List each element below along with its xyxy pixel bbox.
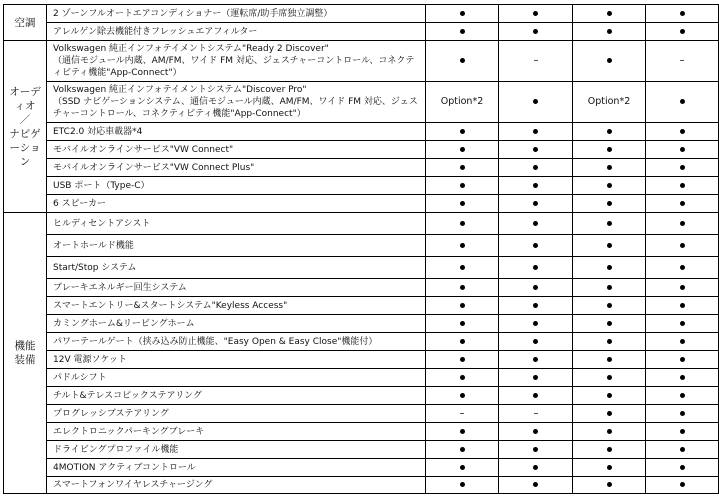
standard-cell [573, 213, 646, 235]
standard-cell [573, 387, 646, 405]
filled-circle-icon [680, 11, 685, 16]
filled-circle-icon [607, 429, 612, 434]
filled-circle-icon [533, 221, 538, 226]
filled-circle-icon [460, 303, 465, 308]
category-label-line: ナビゲ [9, 127, 41, 140]
standard-cell [573, 315, 646, 333]
feature-label: モバイルオンラインサービス"VW Connect Plus" [47, 159, 426, 177]
filled-circle-icon [460, 29, 465, 34]
feature-label: プログレッシブステアリング [47, 405, 426, 423]
standard-cell [573, 5, 646, 23]
standard-cell [573, 405, 646, 423]
filled-circle-icon [607, 411, 612, 416]
standard-cell [426, 315, 499, 333]
filled-circle-icon [680, 447, 685, 452]
dash-icon [534, 413, 538, 414]
standard-cell [499, 195, 573, 213]
standard-cell [646, 82, 719, 123]
standard-cell [646, 333, 719, 351]
filled-circle-icon [533, 303, 538, 308]
filled-circle-icon [460, 147, 465, 152]
standard-cell [646, 23, 719, 41]
standard-cell [499, 441, 573, 459]
table-row [4, 369, 719, 387]
standard-cell [499, 459, 573, 477]
standard-cell [426, 351, 499, 369]
filled-circle-icon [680, 411, 685, 416]
standard-cell [573, 177, 646, 195]
filled-circle-icon [533, 285, 538, 290]
filled-circle-icon [607, 11, 612, 16]
filled-circle-icon [680, 221, 685, 226]
category-label-line: ン [19, 155, 31, 168]
table-row [4, 235, 719, 257]
table-row [4, 441, 719, 459]
filled-circle-icon [533, 11, 538, 16]
feature-label: エレクトロニックパーキングブレーキ [47, 423, 426, 441]
standard-cell [646, 257, 719, 279]
table-row [4, 333, 719, 351]
standard-cell [426, 369, 499, 387]
feature-label: ドライビングプロファイル機能 [47, 441, 426, 459]
category-label [4, 5, 47, 41]
dash-icon [680, 60, 684, 61]
filled-circle-icon [607, 393, 612, 398]
feature-label: Volkswagen 純正インフォテイメントシステム"Ready 2 Discover" （通信モジュール内蔵、AM/FM、ワイド FM 対応、ジェスチャーコントロール、コネクティビティ機能"App-Connect"） [47, 41, 426, 82]
feature-label: チルト&テレスコピックステアリング [47, 387, 426, 405]
feature-label: カミングホーム&リービングホーム [47, 315, 426, 333]
filled-circle-icon [533, 465, 538, 470]
filled-circle-icon [607, 201, 612, 206]
table-row [4, 315, 719, 333]
filled-circle-icon [607, 29, 612, 34]
table-row [4, 195, 719, 213]
filled-circle-icon [680, 465, 685, 470]
filled-circle-icon [533, 147, 538, 152]
feature-label: 6 スピーカー [47, 195, 426, 213]
table-row [4, 141, 719, 159]
feature-label: Start/Stop システム [47, 257, 426, 279]
standard-cell [426, 195, 499, 213]
filled-circle-icon [680, 129, 685, 134]
filled-circle-icon [607, 129, 612, 134]
standard-cell [646, 123, 719, 141]
feature-label: スマートエントリー&スタートシステム"Keyless Access" [47, 297, 426, 315]
standard-cell [426, 297, 499, 315]
standard-cell [499, 297, 573, 315]
filled-circle-icon [533, 129, 538, 134]
filled-circle-icon [533, 201, 538, 206]
standard-cell [646, 477, 719, 494]
table-row [4, 297, 719, 315]
standard-cell [573, 159, 646, 177]
filled-circle-icon [680, 99, 685, 104]
standard-cell [573, 41, 646, 82]
filled-circle-icon [680, 393, 685, 398]
standard-cell [499, 159, 573, 177]
filled-circle-icon [680, 29, 685, 34]
standard-cell [573, 369, 646, 387]
not-available-cell [646, 41, 719, 82]
not-available-cell [499, 405, 573, 423]
filled-circle-icon [680, 375, 685, 380]
standard-cell [499, 351, 573, 369]
standard-cell [646, 315, 719, 333]
filled-circle-icon [607, 339, 612, 344]
table-row [4, 423, 719, 441]
standard-cell [573, 477, 646, 494]
filled-circle-icon [680, 482, 685, 487]
standard-cell [426, 159, 499, 177]
standard-cell [499, 141, 573, 159]
standard-cell [646, 351, 719, 369]
standard-cell [573, 297, 646, 315]
standard-cell [646, 405, 719, 423]
standard-cell [499, 387, 573, 405]
option-cell: Option*2 [573, 82, 646, 123]
filled-circle-icon [607, 285, 612, 290]
feature-label: スマートフォンワイヤレスチャージング [47, 477, 426, 494]
filled-circle-icon [460, 465, 465, 470]
standard-cell [573, 333, 646, 351]
standard-cell [573, 459, 646, 477]
equipment-table [3, 4, 719, 494]
filled-circle-icon [533, 165, 538, 170]
standard-cell [426, 423, 499, 441]
standard-cell [426, 387, 499, 405]
standard-cell [426, 279, 499, 297]
filled-circle-icon [607, 321, 612, 326]
standard-cell [499, 477, 573, 494]
standard-cell [573, 123, 646, 141]
not-available-cell [499, 41, 573, 82]
filled-circle-icon [680, 303, 685, 308]
filled-circle-icon [460, 375, 465, 380]
standard-cell [499, 315, 573, 333]
table-row [4, 459, 719, 477]
filled-circle-icon [533, 29, 538, 34]
category-label [4, 213, 47, 494]
standard-cell [646, 141, 719, 159]
filled-circle-icon [533, 321, 538, 326]
filled-circle-icon [460, 265, 465, 270]
dash-icon [534, 60, 538, 61]
table-row [4, 41, 719, 82]
filled-circle-icon [680, 147, 685, 152]
table-row [4, 23, 719, 41]
filled-circle-icon [533, 243, 538, 248]
standard-cell [646, 177, 719, 195]
feature-label: ブレーキエネルギー回生システム [47, 279, 426, 297]
filled-circle-icon [533, 429, 538, 434]
standard-cell [426, 141, 499, 159]
feature-label: アレルゲン除去機能付きフレッシュエアフィルター [47, 23, 426, 41]
standard-cell [426, 441, 499, 459]
filled-circle-icon [680, 429, 685, 434]
filled-circle-icon [607, 221, 612, 226]
standard-cell [426, 477, 499, 494]
standard-cell [573, 351, 646, 369]
table-row [4, 405, 719, 423]
standard-cell [426, 41, 499, 82]
filled-circle-icon [460, 165, 465, 170]
filled-circle-icon [460, 321, 465, 326]
filled-circle-icon [680, 165, 685, 170]
standard-cell [573, 141, 646, 159]
feature-label: パワーテールゲート（挟み込み防止機能、"Easy Open & Easy Close"機能付） [47, 333, 426, 351]
feature-label: モバイルオンラインサービス"VW Connect" [47, 141, 426, 159]
category-label-text: 空調 [14, 16, 36, 29]
feature-label: Volkswagen 純正インフォテイメントシステム"Discover Pro" （SSD ナビゲーションシステム、通信モジュール内蔵、AM/FM、ワイド FM 対応、ジェスチャーコントロール、コネクティビティ機能"App-Connect"） [47, 82, 426, 123]
filled-circle-icon [607, 183, 612, 188]
table-row [4, 177, 719, 195]
filled-circle-icon [533, 393, 538, 398]
filled-circle-icon [607, 465, 612, 470]
filled-circle-icon [460, 393, 465, 398]
filled-circle-icon [460, 243, 465, 248]
filled-circle-icon [460, 285, 465, 290]
standard-cell [573, 441, 646, 459]
not-available-cell [426, 405, 499, 423]
filled-circle-icon [460, 183, 465, 188]
category-label-text: 機能装備 [14, 340, 36, 366]
standard-cell [426, 177, 499, 195]
standard-cell [499, 213, 573, 235]
table-row [4, 257, 719, 279]
filled-circle-icon [680, 321, 685, 326]
standard-cell [499, 369, 573, 387]
filled-circle-icon [460, 339, 465, 344]
standard-cell [573, 235, 646, 257]
filled-circle-icon [607, 357, 612, 362]
table-row [4, 159, 719, 177]
standard-cell [573, 23, 646, 41]
filled-circle-icon [460, 429, 465, 434]
table-row [4, 123, 719, 141]
standard-cell [646, 369, 719, 387]
standard-cell [499, 279, 573, 297]
filled-circle-icon [533, 339, 538, 344]
filled-circle-icon [607, 165, 612, 170]
standard-cell [573, 195, 646, 213]
table-row [4, 213, 719, 235]
filled-circle-icon [460, 221, 465, 226]
standard-cell [499, 23, 573, 41]
filled-circle-icon [680, 243, 685, 248]
category-label-line: オーデ [9, 85, 41, 98]
standard-cell [499, 82, 573, 123]
feature-label: ヒルディセントアシスト [47, 213, 426, 235]
table-row [4, 387, 719, 405]
standard-cell [646, 387, 719, 405]
table-row [4, 477, 719, 494]
filled-circle-icon [533, 375, 538, 380]
feature-label: 12V 電源ソケット [47, 351, 426, 369]
filled-circle-icon [533, 99, 538, 104]
table-row [4, 82, 719, 123]
option-cell: Option*2 [426, 82, 499, 123]
standard-cell [646, 279, 719, 297]
feature-label: USB ポート（Type-C） [47, 177, 426, 195]
filled-circle-icon [460, 482, 465, 487]
standard-cell [573, 257, 646, 279]
standard-cell [573, 279, 646, 297]
filled-circle-icon [607, 58, 612, 63]
standard-cell [646, 423, 719, 441]
filled-circle-icon [533, 183, 538, 188]
standard-cell [426, 257, 499, 279]
dash-icon [460, 413, 464, 414]
filled-circle-icon [533, 265, 538, 270]
standard-cell [646, 235, 719, 257]
filled-circle-icon [460, 129, 465, 134]
filled-circle-icon [607, 147, 612, 152]
filled-circle-icon [607, 243, 612, 248]
standard-cell [499, 257, 573, 279]
standard-cell [646, 5, 719, 23]
feature-label: 2 ゾーンフルオートエアコンディショナー（運転席/助手席独立調整） [47, 5, 426, 23]
category-label-line: ィオ [14, 99, 36, 112]
standard-cell [499, 123, 573, 141]
feature-label: ETC2.0 対応車載器*4 [47, 123, 426, 141]
filled-circle-icon [460, 357, 465, 362]
standard-cell [426, 123, 499, 141]
feature-label: パドルシフト [47, 369, 426, 387]
standard-cell [499, 333, 573, 351]
feature-label: オートホールド機能 [47, 235, 426, 257]
filled-circle-icon [533, 447, 538, 452]
standard-cell [646, 159, 719, 177]
standard-cell [426, 213, 499, 235]
filled-circle-icon [460, 447, 465, 452]
filled-circle-icon [607, 375, 612, 380]
filled-circle-icon [680, 201, 685, 206]
table-row [4, 5, 719, 23]
filled-circle-icon [680, 285, 685, 290]
filled-circle-icon [680, 357, 685, 362]
filled-circle-icon [680, 339, 685, 344]
filled-circle-icon [607, 303, 612, 308]
category-label-line: ／ [19, 113, 31, 126]
feature-label: 4MOTION アクティブコントロール [47, 459, 426, 477]
standard-cell [426, 459, 499, 477]
standard-cell [646, 195, 719, 213]
standard-cell [573, 423, 646, 441]
category-label [4, 41, 47, 213]
standard-cell [499, 5, 573, 23]
filled-circle-icon [460, 11, 465, 16]
filled-circle-icon [680, 183, 685, 188]
standard-cell [646, 297, 719, 315]
standard-cell [499, 423, 573, 441]
filled-circle-icon [460, 58, 465, 63]
filled-circle-icon [680, 265, 685, 270]
standard-cell [499, 177, 573, 195]
filled-circle-icon [460, 201, 465, 206]
category-label-line: ーショ [9, 141, 41, 154]
filled-circle-icon [533, 357, 538, 362]
standard-cell [426, 23, 499, 41]
filled-circle-icon [607, 482, 612, 487]
filled-circle-icon [607, 447, 612, 452]
table-row [4, 279, 719, 297]
standard-cell [499, 235, 573, 257]
standard-cell [646, 213, 719, 235]
standard-cell [646, 459, 719, 477]
standard-cell [426, 333, 499, 351]
filled-circle-icon [607, 265, 612, 270]
standard-cell [426, 235, 499, 257]
filled-circle-icon [533, 482, 538, 487]
table-row [4, 351, 719, 369]
standard-cell [426, 5, 499, 23]
standard-cell [646, 441, 719, 459]
